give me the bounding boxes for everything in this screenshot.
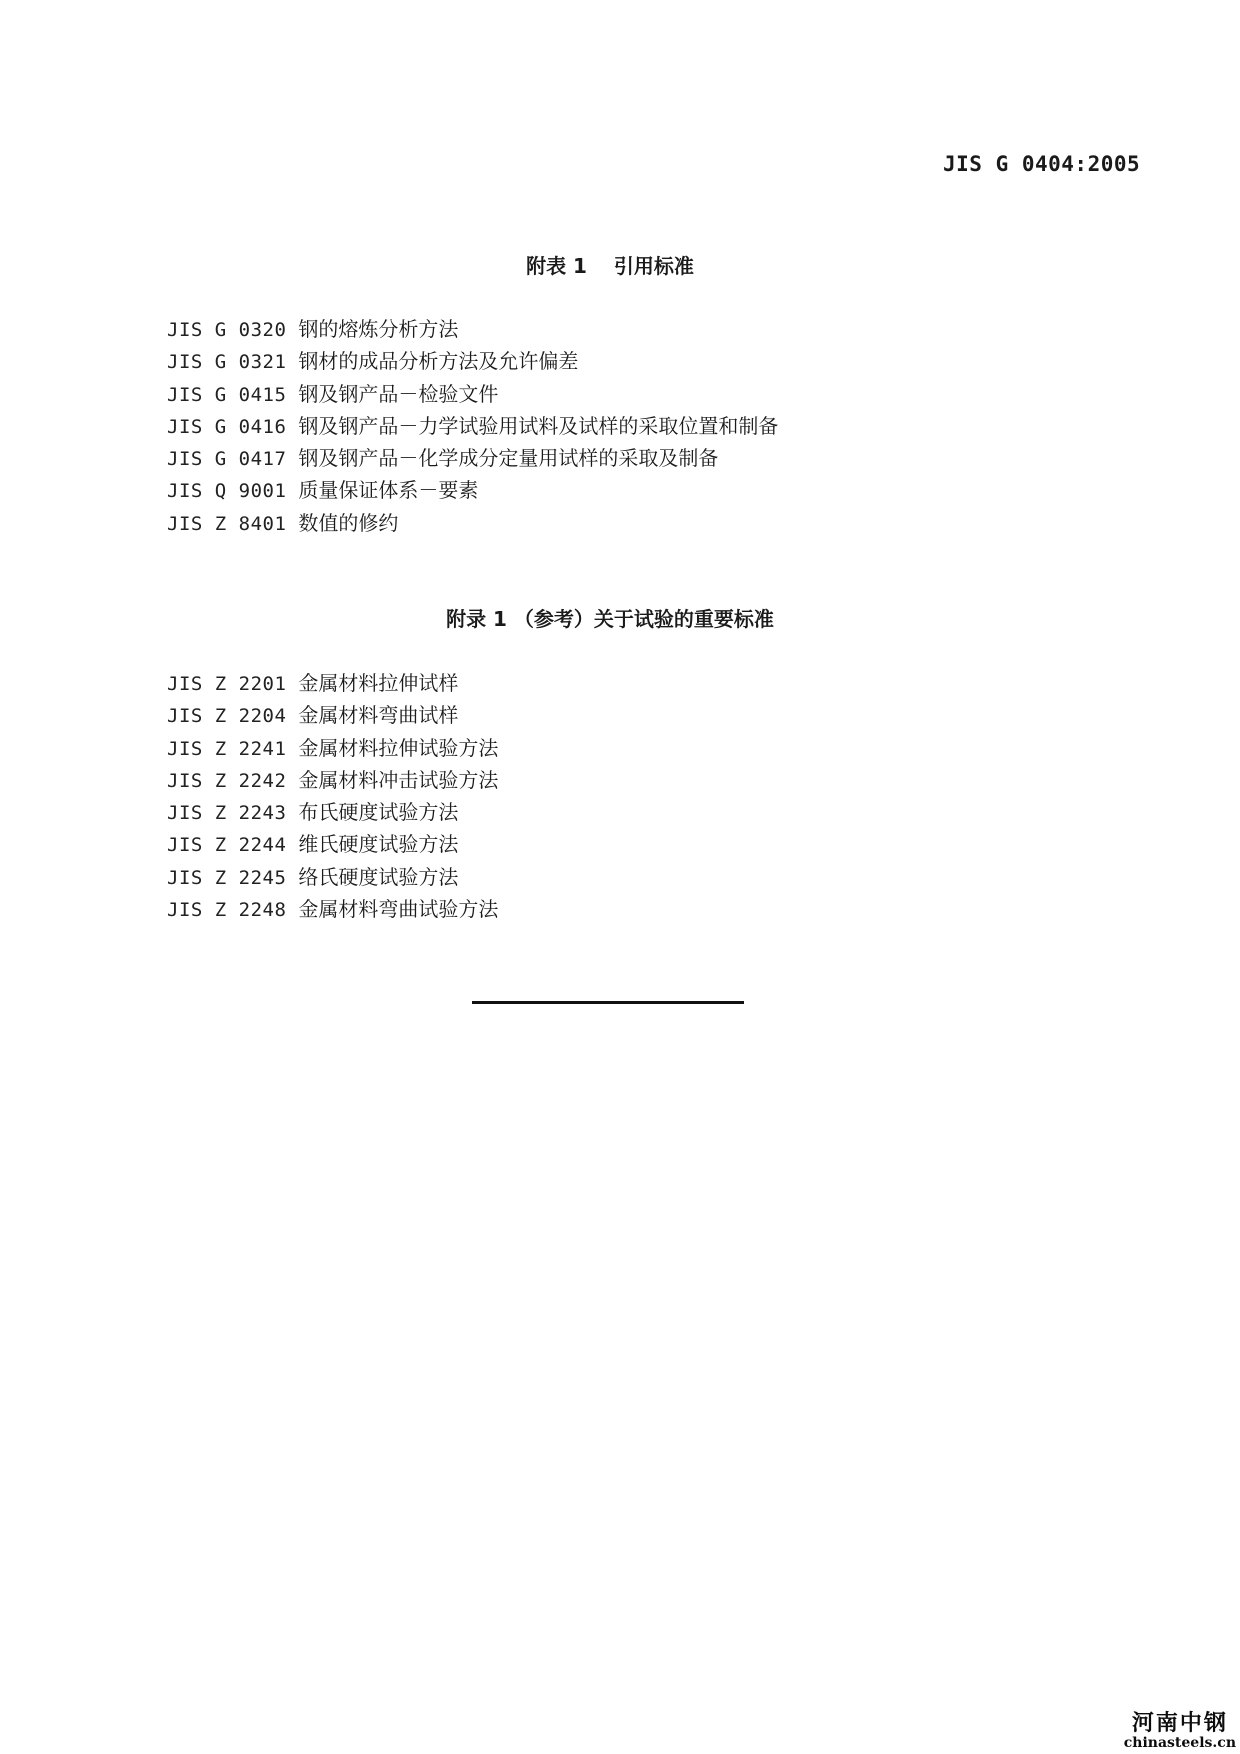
- standard-code: JIS Z 2245: [167, 866, 287, 889]
- standard-name: 钢及钢产品－化学成分定量用试样的采取及制备: [298, 446, 719, 471]
- watermark-domain: chinasteels.cn: [1123, 1735, 1236, 1751]
- standard-name: 钢材的成品分析方法及允许偏差: [298, 349, 579, 374]
- standard-code: JIS G 0415: [167, 383, 287, 406]
- list-item: [167, 732, 498, 764]
- document-id: JIS G 0404:2005: [943, 152, 1141, 176]
- standard-name: 金属材料弯曲试验方法: [298, 897, 499, 922]
- list-item: [167, 474, 778, 506]
- standard-code: JIS Z 8401: [167, 512, 287, 535]
- list-item: [167, 378, 778, 410]
- list-item: [167, 796, 498, 828]
- end-of-document-rule: [472, 1001, 744, 1004]
- list-item: [167, 313, 778, 345]
- standard-name: 络氏硬度试验方法: [298, 864, 459, 889]
- appendix1-title: 附录 1 （参考）关于试验的重要标准: [446, 607, 774, 631]
- table1-title: 附表 1 引用标准: [526, 254, 694, 278]
- list-item: [167, 442, 778, 474]
- list-item: [167, 764, 498, 796]
- list-item: [167, 667, 498, 699]
- list-item: [167, 410, 778, 442]
- list-item: [167, 699, 498, 731]
- list-item: [167, 345, 778, 377]
- list-item: [167, 893, 498, 925]
- standard-name: 钢及钢产品－力学试验用试料及试样的采取位置和制备: [298, 413, 779, 438]
- standard-name: 质量保证体系－要素: [298, 478, 479, 503]
- watermark-logo: [1124, 1713, 1236, 1750]
- standard-code: JIS Z 2243: [167, 802, 287, 825]
- list-item: [167, 507, 778, 539]
- standard-code: JIS Z 2241: [167, 737, 287, 760]
- watermark-title: 河南中钢: [1131, 1711, 1228, 1736]
- standard-code: JIS G 0417: [167, 448, 287, 471]
- standard-name: 金属材料弯曲试样: [298, 703, 459, 728]
- standard-code: JIS G 0416: [167, 415, 287, 438]
- standard-name: 维氏硬度试验方法: [298, 832, 459, 857]
- standard-name: 钢的熔炼分析方法: [298, 317, 459, 341]
- referenced-standards-list: [167, 313, 778, 539]
- standard-name: 金属材料拉伸试验方法: [298, 735, 499, 760]
- standard-code: JIS Z 2201: [167, 673, 287, 695]
- standard-code: JIS Q 9001: [167, 480, 287, 503]
- standard-code: JIS Z 2242: [167, 769, 287, 792]
- standard-name: 钢及钢产品－检验文件: [298, 381, 499, 406]
- standard-name: 数值的修约: [298, 510, 399, 535]
- standard-code: JIS Z 2204: [167, 705, 287, 728]
- list-item: [167, 828, 498, 860]
- standard-code: JIS Z 2248: [167, 899, 287, 922]
- standard-code: JIS G 0321: [167, 351, 287, 374]
- standard-name: 金属材料冲击试验方法: [298, 767, 499, 792]
- standard-code: JIS Z 2244: [167, 834, 287, 857]
- standard-name: 金属材料拉伸试样: [298, 671, 459, 695]
- test-standards-list: [167, 667, 498, 925]
- standard-name: 布氏硬度试验方法: [298, 800, 459, 825]
- standard-code: JIS G 0320: [167, 319, 287, 341]
- list-item: [167, 861, 498, 893]
